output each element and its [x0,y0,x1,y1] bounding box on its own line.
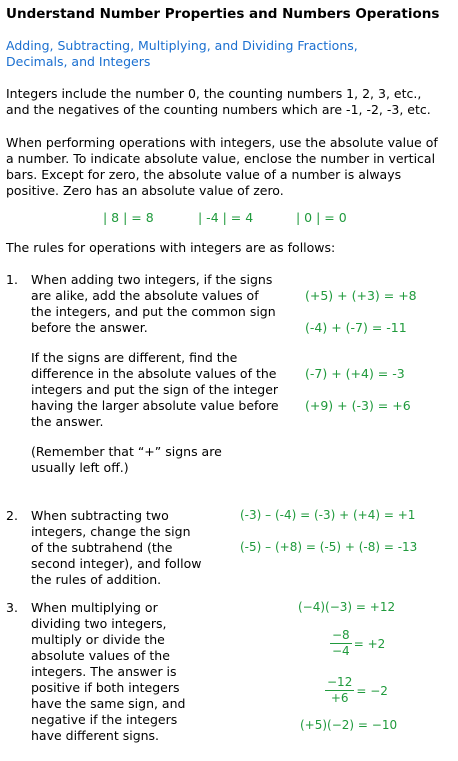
rule-2-line: of the subtrahend (the [31,540,173,555]
rule-3-line: absolute values of the [31,648,170,663]
rule-2-example: (-5) – (+8) = (-5) + (-8) = -13 [240,540,418,554]
rule-1-different-line: having the larger absolute value before [31,398,279,413]
rule-1-remember-line: (Remember that “+” signs are [31,444,222,459]
rule-1-example: (-4) + (-7) = -11 [305,320,407,335]
rule-1-number: 1. [6,272,18,287]
absolute-line-1: When performing operations with integers, use the absolute value of [6,135,438,150]
abs-example: | -4 | = 4 [198,210,254,225]
subtitle-line-2: Decimals, and Integers [6,54,151,69]
fraction-result: = −2 [356,683,388,698]
rule-3-line: positive if both integers [31,680,180,695]
rule-1-line: are alike, add the absolute values of [31,288,259,303]
rule-3-line: negative if the integers [31,712,178,727]
rule-2-line: the rules of addition. [31,572,162,587]
rule-1-remember-line: usually left off.) [31,460,129,475]
rule-2-line: second integer), and follow [31,556,202,571]
absolute-line-4: positive. Zero has an absolute value of zero. [6,183,284,198]
fraction-denominator: +6 [330,691,349,705]
fraction-numerator: −8 [332,628,350,642]
rule-3-product-example: (−4)(−3) = +12 [298,600,396,614]
rule-2-number: 2. [6,508,18,523]
subtitle-line-1: Adding, Subtracting, Multiplying, and Dividing Fractions, [6,38,358,53]
rule-1-different-example: (-7) + (+4) = -3 [305,366,405,381]
abs-example: | 0 | = 0 [296,210,347,225]
rule-1-line: before the answer. [31,320,148,335]
fraction-result: = +2 [353,636,386,651]
rule-3-fraction-example [325,675,388,706]
rules-intro: The rules for operations with integers are as follows: [6,240,336,255]
intro-line-1: Integers include the number 0, the counting numbers 1, 2, 3, etc., [6,86,422,101]
fraction-denominator: −4 [332,644,350,658]
rule-1-example: (+5) + (+3) = +8 [305,288,417,303]
rule-1-line: the integers, and put the common sign [31,304,276,319]
rule-1-different-example: (+9) + (-3) = +6 [305,398,411,413]
rule-3-line: have different signs. [31,728,160,743]
rule-2-line: integers, change the sign [31,524,191,539]
rule-3-number: 3. [6,600,18,615]
rule-3-line: have the same sign, and [31,696,186,711]
rule-1-different-line: difference in the absolute values of the [31,366,277,381]
rule-3-line: When multiplying or [31,600,158,615]
rule-2-example: (-3) – (-4) = (-3) + (+4) = +1 [240,508,416,522]
rule-3-fraction-example [330,628,385,659]
page-title: Understand Number Properties and Numbers Operations [6,6,440,22]
intro-line-2: and the negatives of the counting numbers which are -1, -2, -3, etc. [6,102,431,117]
rule-3-line: multiply or divide the [31,632,165,647]
rule-1-different-line: If the signs are different, find the [31,350,238,365]
absolute-line-3: bars. Except for zero, the absolute value of a number is always [6,167,402,182]
rule-1-line: When adding two integers, if the signs [31,272,273,287]
abs-example: | 8 | = 8 [103,210,154,225]
rule-1-different-line: integers and put the sign of the integer [31,382,279,397]
rule-3-line: dividing two integers, [31,616,167,631]
rule-3-product-example: (+5)(−2) = −10 [300,718,398,732]
fraction-numerator: −12 [327,675,353,689]
absolute-line-2: a number. To indicate absolute value, enclose the number in vertical [6,151,436,166]
rule-2-line: When subtracting two [31,508,169,523]
rule-3-line: integers. The answer is [31,664,177,679]
rule-1-different-line: the answer. [31,414,104,429]
